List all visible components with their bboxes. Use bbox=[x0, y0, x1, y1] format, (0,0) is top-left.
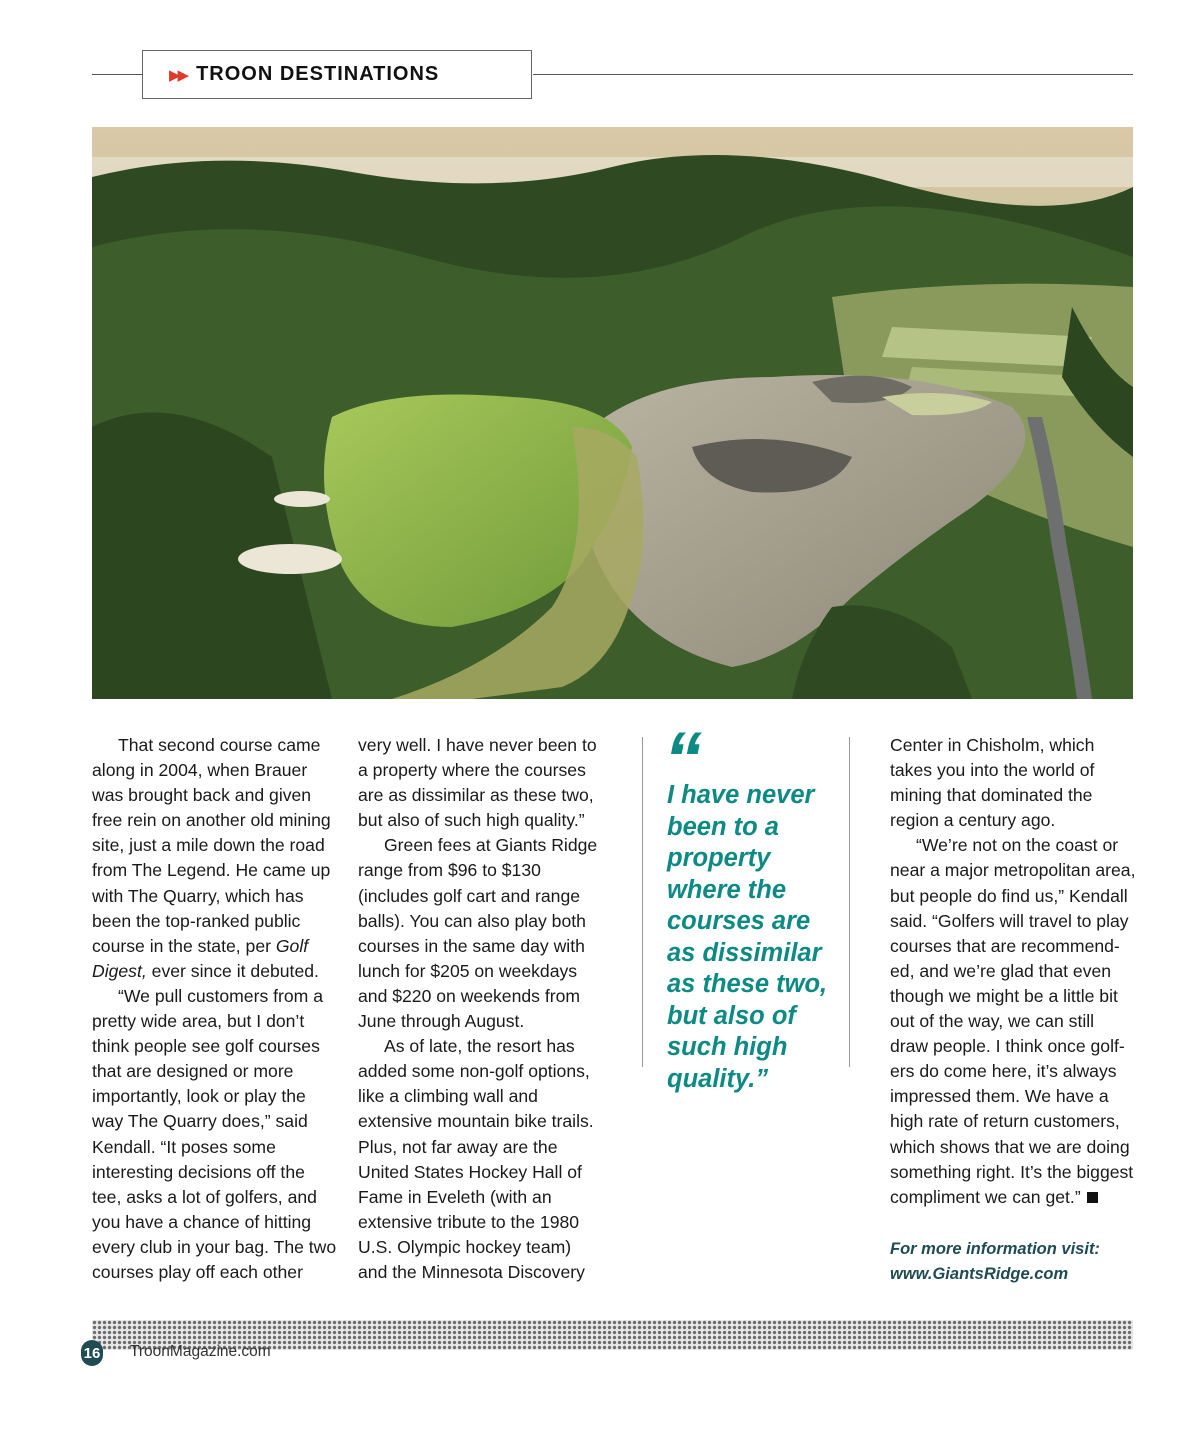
section-title: TROON DESTINATIONS bbox=[196, 63, 440, 85]
paragraph: very well. I have never been to a property where the courses are as dissimilar as these two, but also of such high quality.” bbox=[358, 735, 597, 831]
play-arrows-icon: ▶▶ bbox=[169, 66, 187, 84]
pull-quote-rule-left bbox=[642, 737, 643, 1067]
paragraph: That second course came along in 2004, when Brauer was brought back and given free rein on another old mining site, just a mile down the road from The Legend. He came up with The Quarry, which has been the top-ranked public course in the state, per Golf Digest, ever since it debuted. bbox=[92, 735, 331, 981]
hero-photo bbox=[92, 127, 1133, 699]
more-info bbox=[890, 1237, 1100, 1287]
article-column-2 bbox=[358, 733, 602, 1285]
section-header bbox=[142, 50, 532, 99]
end-mark-icon bbox=[1087, 1192, 1098, 1203]
more-info-label: For more information visit: bbox=[890, 1240, 1100, 1258]
golf-course-illustration bbox=[92, 127, 1133, 699]
paragraph: Center in Chisholm, which takes you into the world of mining that dominated the region a century ago. bbox=[890, 735, 1095, 831]
more-info-link[interactable]: www.GiantsRidge.com bbox=[890, 1265, 1069, 1283]
paragraph: As of late, the resort has added some non-golf options, like a climbing wall and extensive mountain bike trails. Plus, not far away are the United States Hockey Hall of Fame in Eveleth (with an extensive tribute to the 1980 U.S. Olympic hockey team) and the Minnesota Discovery bbox=[358, 1036, 594, 1282]
header-rule-left bbox=[92, 74, 142, 75]
pull-quote-rule-right bbox=[849, 737, 850, 1067]
page-number: 16 bbox=[81, 1340, 103, 1366]
article-column-4 bbox=[890, 733, 1136, 1210]
header-rule-right bbox=[533, 74, 1133, 75]
paragraph: “We’re not on the coast or near a major metropolitan area, but people do find us,” Kendall said. “Golfers will travel to play courses that are recommend-ed, and we’re glad that even though we might be a little bit out of the way, we can still draw people. I think once golf-ers do come here, it’s always impressed them. We have a high rate of return customers, which shows that we are doing something right. It’s the biggest compliment we can get.” bbox=[890, 835, 1136, 1207]
paragraph: “We pull customers from a pretty wide area, but I don’t think people see golf courses that are designed or more importantly, look or play the way The Quarry does,” said Kendall. “It poses some interesting decisions off the tee, asks a lot of golfers, and you have a chance of hitting every club in your bag. The two courses play off each other bbox=[92, 985, 337, 1282]
paragraph: Green fees at Giants Ridge range from $96 to $130 (includes golf cart and range balls). You can also play both courses in the same day with lunch for $205 on weekdays and $220 on weekends from June through August. bbox=[358, 835, 598, 1032]
quote-mark-icon: “ bbox=[664, 717, 696, 802]
pull-quote: I have never been to a property where the courses are as dissimilar as these two, but also of such high quality.” bbox=[667, 781, 828, 1093]
site-name: TroonMagazine.com bbox=[130, 1343, 271, 1360]
article-column-1 bbox=[92, 733, 338, 1285]
